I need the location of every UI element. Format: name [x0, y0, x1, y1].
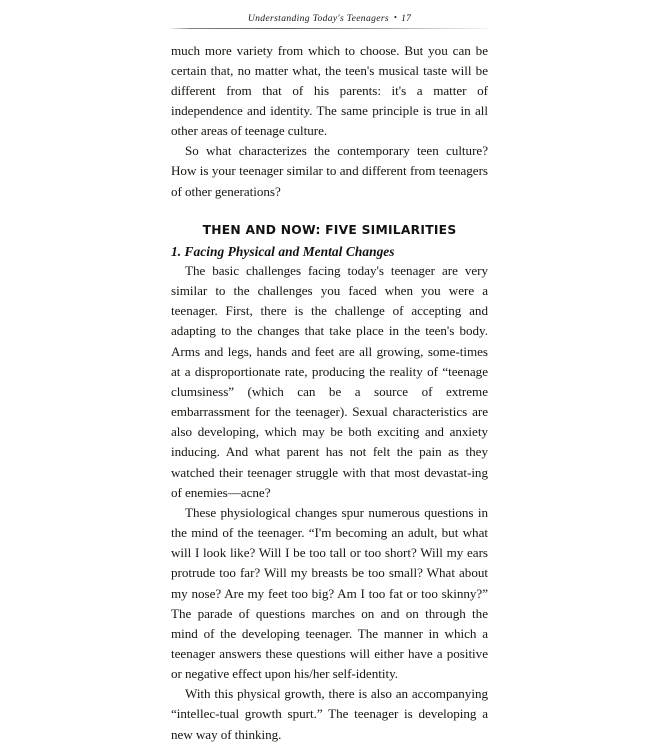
paragraph-basic-challenges: The basic challenges facing today's teenager are very similar to the challenges you faced when you were a teenager. First, there is the challenge of accepting and adapting to the changes that take place in the teen's body. Arms and legs, hands and feet are all growing, some-times at a disproportionate rate, producing the reality of “teenage clumsiness” (which can be a source of extreme embarrassment for the teenager). Sexual characteristics are also developing, which may be both exciting and anxiety inducing. And what parent has not felt the pain as they watched their teenager struggle with that most devastat-ing of enemies—acne? — [171, 263, 488, 500]
running-head — [171, 14, 488, 25]
page-text-block — [171, 14, 488, 745]
paragraph-intellectual-growth: With this physical growth, there is also an accompanying “intellec-tual growth spurt.” The teenager is developing a new way of thinking. — [171, 686, 488, 742]
running-head-rule — [171, 28, 488, 29]
page-number: 17 — [401, 13, 412, 24]
running-head-separator: • — [394, 13, 398, 22]
sub-heading: 1. Facing Physical and Mental Changes — [171, 243, 395, 259]
running-head-title: Understanding Today's Teenagers — [247, 13, 390, 24]
paragraph-physiological-changes: These physiological changes spur numerous questions in the mind of the teenager. “I'm becoming an adult, but what will I look like? Will I be too tall or too short? Will my ears protrude too far? Will my breasts be too small? What about my nose? Are my feet too big? Am I too fat or too skinny?” The parade of questions marches on and on through the mind of the developing teenager. The manner in which a teenager answers these questions will either have a positive or negative effect upon his/her self-identity. — [171, 504, 488, 682]
paragraph-teen-culture-question: So what characterizes the contemporary teen culture? How is your teenager similar to and different from teenagers of other generations? — [171, 143, 488, 199]
paragraph-continued: much more variety from which to choose. But you can be certain that, no matter what, the teen's musical taste will be different from that of his parents: it's a matter of independence and identity. The same principle is true in all other areas of teenage culture. — [171, 42, 488, 139]
body-copy — [171, 41, 488, 745]
section-heading: THEN AND NOW: FIVE SIMILARITIES — [202, 222, 457, 237]
